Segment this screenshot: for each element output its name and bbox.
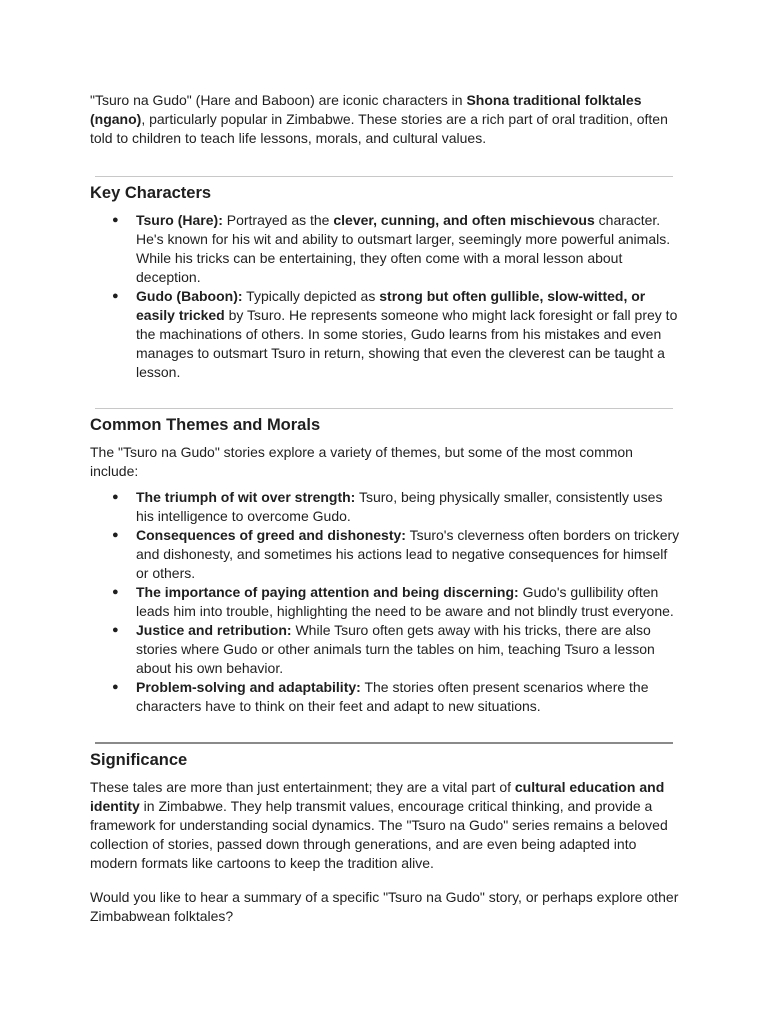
bullet-icon: ● (112, 290, 119, 302)
list-item: ● The importance of paying attention and being discerning: Gudo's gullibility often leads him into trouble, highlighting the need to be aware and not blindly trust everyone. (112, 584, 674, 619)
list-item: ● Tsuro (Hare): Portrayed as the clever, cunning, and often mischievous character. He's known for his wit and ability to outsmart larger, seemingly more powerful animals. While his tricks can be entertaining, they often come with a moral lesson about deception. (112, 212, 671, 285)
bullet-icon: ● (112, 586, 119, 598)
list-item: ● Problem-solving and adaptability: The stories often present scenarios where the characters have to think on their feet and adapt to new situations. (112, 679, 649, 714)
themes-heading: Common Themes and Morals (90, 416, 321, 434)
key-characters-list (90, 211, 682, 382)
list-item: ● The triumph of wit over strength: Tsuro, being physically smaller, consistently uses his intelligence to overcome Gudo. (112, 489, 663, 524)
significance-heading: Significance (90, 751, 188, 769)
themes-lead: The "Tsuro na Gudo" stories explore a variety of themes, but some of the most common include: (90, 444, 633, 479)
bullet-icon: ● (112, 491, 119, 503)
bullet-icon: ● (112, 214, 119, 226)
bullet-icon: ● (112, 681, 119, 693)
list-item: ● Justice and retribution: While Tsuro often gets away with his tricks, there are also stories where Gudo or other animals turn the tables on him, teaching Tsuro a lesson about his own behavior. (112, 622, 655, 676)
list-item: ● Consequences of greed and dishonesty: Tsuro's cleverness often borders on trickery and dishonesty, and sometimes his actions lead to negative consequences for himself or others. (112, 527, 680, 581)
bullet-icon: ● (112, 624, 119, 636)
list-item: ● Gudo (Baboon): Typically depicted as strong but often gullible, slow-witted, or easily tricked by Tsuro. He represents someone who might lack foresight or fall prey to the machinations of others. In some stories, Gudo learns from his mistakes and even manages to outsmart Tsuro in return, showing that even the cleverest can be taught a lesson. (112, 288, 678, 380)
bullet-icon: ● (112, 529, 119, 541)
response-content (90, 91, 682, 926)
significance-paragraph: These tales are more than just entertainment; they are a vital part of cultural education and identity in Zimbabwe. They help transmit values, encourage critical thinking, and provide a framework for understanding social dynamics. The "Tsuro na Gudo" series remains a beloved collection of stories, passed down through generations, and are even being adapted into modern formats like cartoons to keep the tradition alive. (90, 779, 668, 871)
intro-paragraph: "Tsuro na Gudo" (Hare and Baboon) are iconic characters in Shona traditional folktales (ngano), particularly popular in Zimbabwe. These stories are a rich part of oral tradition, often told to children to teach life lessons, morals, and cultural values. (90, 92, 668, 146)
themes-list (90, 488, 682, 716)
key-characters-heading: Key Characters (90, 184, 212, 202)
closing-question: Would you like to hear a summary of a specific "Tsuro na Gudo" story, or perhaps explore other Zimbabwean folktales? (90, 889, 679, 924)
